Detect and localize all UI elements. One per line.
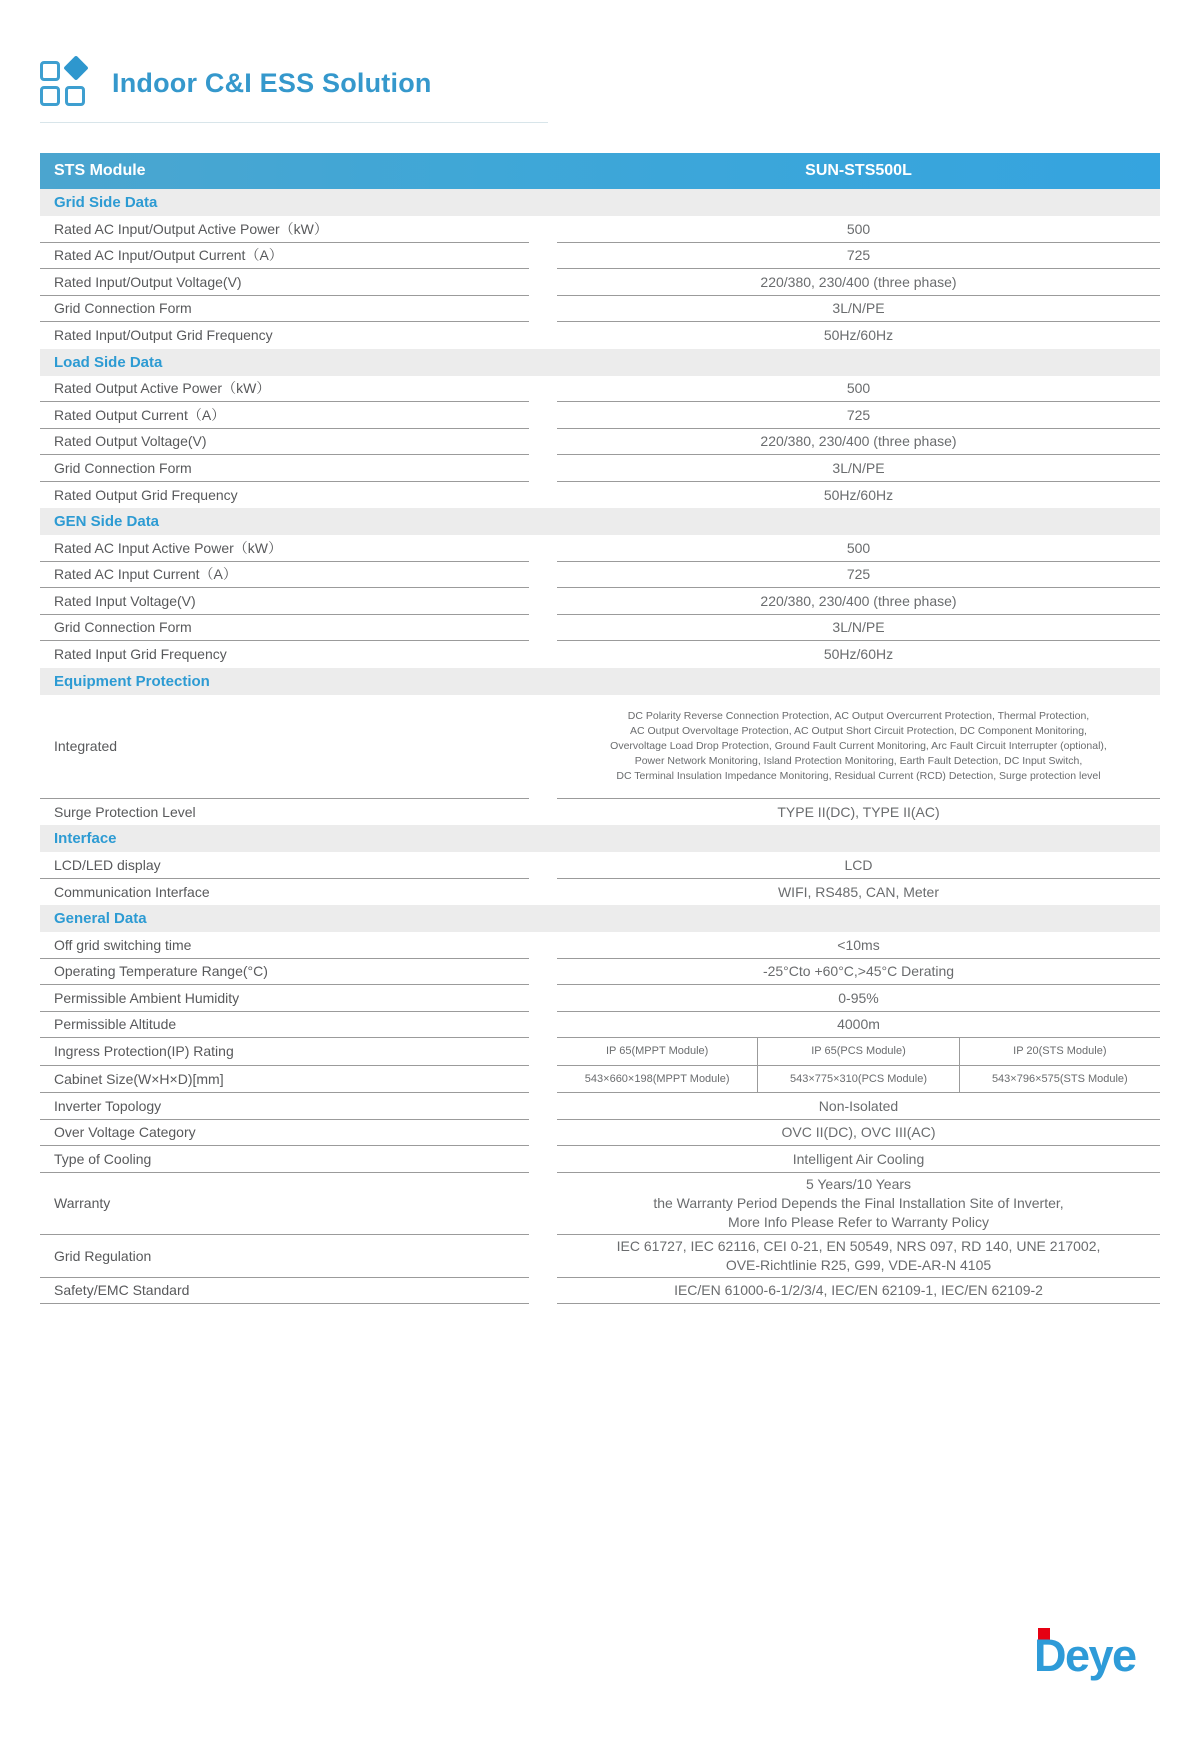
table-row bbox=[40, 402, 1160, 429]
row-value: 500 bbox=[557, 216, 1160, 243]
row-value: TYPE II(DC), TYPE II(AC) bbox=[777, 803, 940, 820]
row-value-cells bbox=[557, 1066, 1160, 1094]
row-value: 3L/N/PE bbox=[557, 296, 1160, 323]
row-label: Grid Regulation bbox=[40, 1235, 529, 1278]
row-label: Rated Input/Output Grid Frequency bbox=[54, 327, 273, 344]
column-gap bbox=[529, 322, 557, 349]
section-header-interface bbox=[40, 825, 1160, 852]
row-value: -25°Cto +60°C,>45°C Derating bbox=[557, 959, 1160, 986]
row-label: Ingress Protection(IP) Rating bbox=[40, 1038, 529, 1066]
value-line: DC Terminal Insulation Impedance Monitoring, Residual Current (RCD) Detection, Surge protection level bbox=[616, 769, 1101, 782]
column-gap bbox=[529, 296, 557, 323]
column-gap bbox=[529, 1278, 557, 1305]
row-value: 500 bbox=[557, 376, 1160, 403]
value-cell: 543×660×198(MPPT Module) bbox=[584, 1072, 730, 1085]
table-row bbox=[40, 932, 1160, 959]
logo-square-icon bbox=[65, 86, 85, 106]
logo-square-icon bbox=[40, 86, 60, 106]
page-title: Indoor C&I ESS Solution bbox=[112, 67, 432, 98]
table-header-module: STS Module bbox=[54, 162, 146, 179]
spec-table bbox=[40, 153, 1160, 1304]
column-gap bbox=[529, 1012, 557, 1039]
row-label: Operating Temperature Range(°C) bbox=[40, 959, 529, 986]
section-title: Equipment Protection bbox=[54, 672, 210, 690]
row-value-multiline bbox=[557, 695, 1160, 799]
row-value: LCD bbox=[557, 852, 1160, 879]
table-row bbox=[40, 588, 1160, 615]
row-label: Type of Cooling bbox=[40, 1146, 529, 1173]
row-label: Rated AC Input Current（A） bbox=[40, 562, 529, 589]
table-row bbox=[40, 852, 1160, 879]
column-gap bbox=[529, 799, 557, 826]
table-row bbox=[40, 296, 1160, 323]
row-value: 725 bbox=[557, 562, 1160, 589]
table-row-ip-rating bbox=[40, 1038, 1160, 1066]
column-gap bbox=[529, 402, 557, 429]
row-label: Rated AC Input Active Power（kW） bbox=[40, 535, 529, 562]
row-label: Off grid switching time bbox=[40, 932, 529, 959]
row-value: 220/380, 230/400 (three phase) bbox=[557, 588, 1160, 615]
table-header-model: SUN-STS500L bbox=[805, 162, 912, 179]
column-gap bbox=[529, 985, 557, 1012]
value-line: DC Polarity Reverse Connection Protection, AC Output Overcurrent Protection, Thermal Protection, bbox=[627, 709, 1090, 722]
row-value: OVC II(DC), OVC III(AC) bbox=[557, 1120, 1160, 1147]
section-title: Interface bbox=[54, 830, 117, 847]
column-gap bbox=[529, 243, 557, 270]
column-gap bbox=[529, 852, 557, 879]
section-title: Load Side Data bbox=[54, 353, 163, 371]
row-value-multiline bbox=[557, 1173, 1160, 1235]
value-line: AC Output Overvoltage Protection, AC Output Short Circuit Protection, DC Component Monitoring, bbox=[630, 724, 1087, 737]
column-gap bbox=[529, 269, 557, 296]
value-line: OVE-Richtlinie R25, G99, VDE-AR-N 4105 bbox=[725, 1256, 992, 1273]
value-cell: IP 20(STS Module) bbox=[959, 1038, 1160, 1065]
logo-diamond-icon bbox=[63, 55, 88, 80]
section-title: GEN Side Data bbox=[54, 513, 160, 530]
value-cell: IP 65(PCS Module) bbox=[757, 1038, 958, 1065]
column-gap bbox=[529, 1066, 557, 1094]
table-row bbox=[40, 482, 1160, 509]
logo-square-icon bbox=[40, 61, 60, 81]
row-label: Warranty bbox=[40, 1173, 529, 1235]
table-row bbox=[40, 799, 1160, 826]
deye-brand-text: Deye bbox=[1034, 1630, 1136, 1681]
value-cell: 543×775×310(PCS Module) bbox=[757, 1066, 958, 1093]
row-value-cells bbox=[557, 1038, 1160, 1066]
row-value: 3L/N/PE bbox=[557, 455, 1160, 482]
row-label: Surge Protection Level bbox=[54, 803, 196, 820]
table-row bbox=[40, 562, 1160, 589]
row-label: Permissible Altitude bbox=[40, 1012, 529, 1039]
value-line: the Warranty Period Depends the Final Installation Site of Inverter, bbox=[653, 1194, 1064, 1211]
table-row bbox=[40, 641, 1160, 668]
column-gap bbox=[529, 482, 557, 509]
row-value: IEC/EN 61000-6-1/2/3/4, IEC/EN 62109-1, IEC/EN 62109-2 bbox=[557, 1278, 1160, 1305]
section-title: Grid Side Data bbox=[54, 194, 158, 211]
row-value: Intelligent Air Cooling bbox=[557, 1146, 1160, 1173]
column-gap bbox=[529, 562, 557, 589]
value-line: Power Network Monitoring, Island Protection Monitoring, Earth Fault Detection, DC Input Switch, bbox=[634, 754, 1083, 767]
table-row bbox=[40, 535, 1160, 562]
section-title: General Data bbox=[54, 910, 147, 927]
table-row bbox=[40, 1093, 1160, 1120]
row-label: Communication Interface bbox=[54, 883, 210, 900]
table-row bbox=[40, 1012, 1160, 1039]
row-value: 220/380, 230/400 (three phase) bbox=[557, 429, 1160, 456]
section-header-gen-side bbox=[40, 508, 1160, 535]
table-row bbox=[40, 1146, 1160, 1173]
column-gap bbox=[529, 376, 557, 403]
row-label: LCD/LED display bbox=[40, 852, 529, 879]
column-gap bbox=[529, 641, 557, 668]
column-gap bbox=[529, 1235, 557, 1278]
row-label: Rated Output Voltage(V) bbox=[40, 429, 529, 456]
row-label: Cabinet Size(W×H×D)[mm] bbox=[40, 1066, 529, 1094]
table-row bbox=[40, 429, 1160, 456]
row-label: Grid Connection Form bbox=[40, 615, 529, 642]
column-gap bbox=[529, 535, 557, 562]
row-label: Inverter Topology bbox=[40, 1093, 529, 1120]
table-row bbox=[40, 879, 1160, 906]
column-gap bbox=[529, 588, 557, 615]
row-value: Non-Isolated bbox=[557, 1093, 1160, 1120]
row-value: 4000m bbox=[557, 1012, 1160, 1039]
table-row bbox=[40, 1278, 1160, 1305]
section-header-equipment-protection bbox=[40, 668, 1160, 695]
row-label: Over Voltage Category bbox=[40, 1120, 529, 1147]
row-label: Rated Input Voltage(V) bbox=[40, 588, 529, 615]
row-label: Permissible Ambient Humidity bbox=[40, 985, 529, 1012]
column-gap bbox=[529, 879, 557, 906]
row-value: 0-95% bbox=[557, 985, 1160, 1012]
row-label: Rated Output Grid Frequency bbox=[54, 486, 238, 503]
row-label: Rated AC Input/Output Active Power（kW） bbox=[40, 216, 529, 243]
brand-header bbox=[40, 60, 548, 123]
column-gap bbox=[529, 429, 557, 456]
row-label: Rated Input Grid Frequency bbox=[54, 646, 227, 663]
row-label: Rated AC Input/Output Current（A） bbox=[40, 243, 529, 270]
column-gap bbox=[529, 932, 557, 959]
value-cell: IP 65(MPPT Module) bbox=[606, 1045, 709, 1058]
row-value: 725 bbox=[557, 243, 1160, 270]
row-label: Rated Output Current（A） bbox=[40, 402, 529, 429]
brand-logo-icon bbox=[40, 60, 90, 106]
row-label: Grid Connection Form bbox=[40, 296, 529, 323]
row-value: 50Hz/60Hz bbox=[823, 486, 894, 503]
table-header bbox=[40, 153, 1160, 189]
table-row-integrated bbox=[40, 695, 1160, 799]
row-label: Grid Connection Form bbox=[40, 455, 529, 482]
table-row bbox=[40, 269, 1160, 296]
row-value: WIFI, RS485, CAN, Meter bbox=[777, 883, 940, 900]
row-value: 50Hz/60Hz bbox=[823, 327, 894, 344]
table-row bbox=[40, 216, 1160, 243]
row-value: 220/380, 230/400 (three phase) bbox=[557, 269, 1160, 296]
section-header-grid-side bbox=[40, 189, 1160, 216]
column-gap bbox=[529, 695, 557, 799]
row-label: Safety/EMC Standard bbox=[40, 1278, 529, 1305]
section-header-general-data bbox=[40, 905, 1160, 932]
value-line: More Info Please Refer to Warranty Policy bbox=[728, 1213, 989, 1230]
column-gap bbox=[529, 959, 557, 986]
value-line: IEC 61727, IEC 62116, CEI 0-21, EN 50549, NRS 097, RD 140, UNE 217002, bbox=[616, 1237, 1101, 1254]
row-value: 3L/N/PE bbox=[557, 615, 1160, 642]
row-label: Integrated bbox=[40, 695, 529, 799]
table-row-cabinet-size bbox=[40, 1066, 1160, 1094]
row-label: Rated Input/Output Voltage(V) bbox=[40, 269, 529, 296]
value-line: Overvoltage Load Drop Protection, Ground Fault Current Monitoring, Arc Fault Circuit Interrupter (optional), bbox=[610, 739, 1107, 752]
column-gap bbox=[529, 1120, 557, 1147]
row-value: 500 bbox=[557, 535, 1160, 562]
row-value: 725 bbox=[557, 402, 1160, 429]
value-line: 5 Years/10 Years bbox=[805, 1175, 912, 1192]
table-row bbox=[40, 243, 1160, 270]
column-gap bbox=[529, 1146, 557, 1173]
section-header-load-side bbox=[40, 349, 1160, 376]
column-gap bbox=[529, 615, 557, 642]
deye-logo bbox=[1034, 1626, 1158, 1688]
row-value: 50Hz/60Hz bbox=[823, 646, 894, 663]
table-row bbox=[40, 615, 1160, 642]
table-row bbox=[40, 376, 1160, 403]
table-row bbox=[40, 1120, 1160, 1147]
column-gap bbox=[529, 216, 557, 243]
value-cell: 543×796×575(STS Module) bbox=[959, 1066, 1160, 1093]
row-label: Rated Output Active Power（kW） bbox=[40, 376, 529, 403]
table-row bbox=[40, 322, 1160, 349]
table-row bbox=[40, 959, 1160, 986]
table-row-grid-regulation bbox=[40, 1235, 1160, 1278]
column-gap bbox=[529, 1093, 557, 1120]
row-value-multiline bbox=[557, 1235, 1160, 1278]
table-row bbox=[40, 985, 1160, 1012]
column-gap bbox=[529, 1038, 557, 1066]
column-gap bbox=[529, 1173, 557, 1235]
table-row bbox=[40, 455, 1160, 482]
column-gap bbox=[529, 455, 557, 482]
row-value: <10ms bbox=[557, 932, 1160, 959]
table-row-warranty bbox=[40, 1173, 1160, 1235]
